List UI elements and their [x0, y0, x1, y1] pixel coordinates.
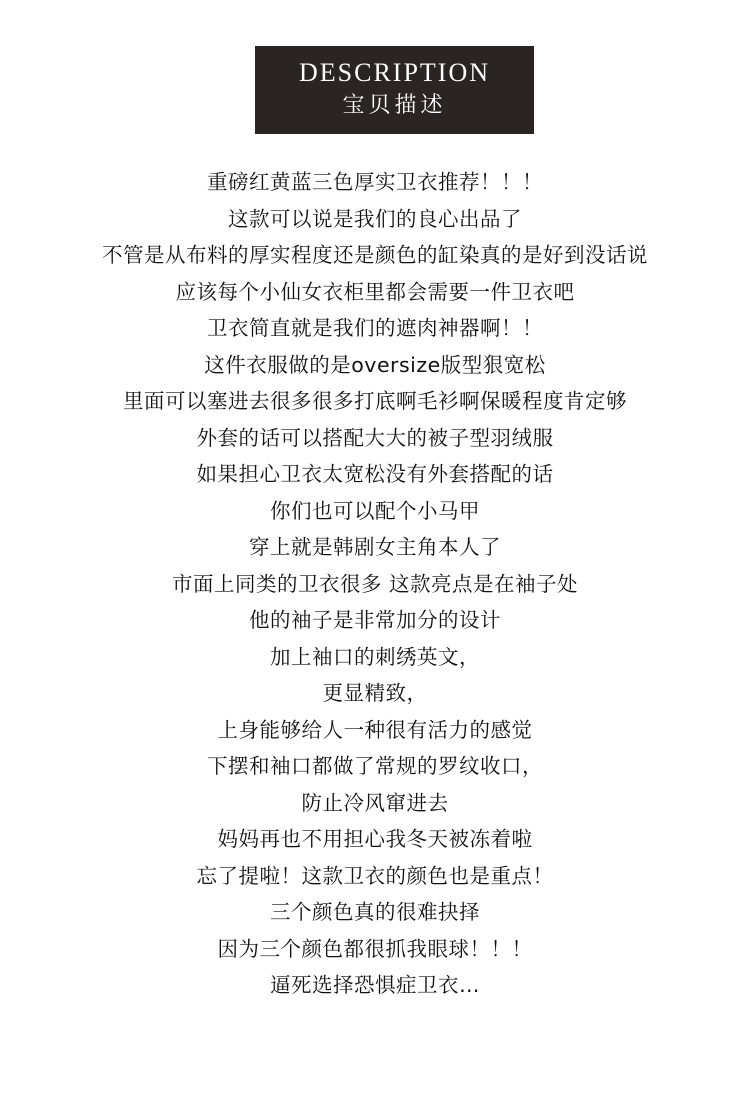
description-line: 这款可以说是我们的良心出品了	[228, 206, 522, 231]
description-line: 如果担心卫衣太宽松没有外套搭配的话	[196, 462, 554, 486]
description-line: 因为三个颜色都很抓我眼球！！！	[217, 936, 533, 961]
description-line: 穿上就是韩剧女主角本人了	[249, 535, 501, 559]
description-line: 上身能够给人一种很有活力的感觉	[217, 717, 533, 742]
description-line: 里面可以塞进去很多很多打底啊毛衫啊保暖程度肯定够	[123, 389, 627, 413]
description-line: 下摆和袖口都做了常规的罗纹收口，	[207, 754, 543, 778]
description-line: 卫衣简直就是我们的遮肉神器啊！！	[207, 316, 543, 340]
header-subtitle: 宝贝描述	[342, 93, 447, 118]
description-line: 更显精致，	[322, 681, 428, 705]
description-line: 外套的话可以搭配大大的被子型羽绒服	[196, 425, 554, 450]
description-line: 妈妈再也不用担心我冬天被冻着啦	[217, 827, 533, 851]
description-line: 忘了提啦！这款卫衣的颜色也是重点！	[196, 863, 554, 888]
description-line: 不管是从布料的厚实程度还是颜色的缸染真的是好到没话说	[102, 243, 648, 267]
description-line: 三个颜色真的很难抉择	[270, 900, 480, 924]
description-line: 应该每个小仙女衣柜里都会需要一件卫衣吧	[175, 279, 575, 304]
description-header	[255, 46, 534, 134]
description-text	[0, 164, 750, 1004]
header-title: DESCRIPTION	[298, 58, 490, 87]
description-line: 防止冷风窜进去	[301, 790, 449, 815]
description-line: 你们也可以配个小马甲	[270, 498, 480, 523]
description-line: 逼死选择恐惧症卫衣…	[270, 973, 480, 997]
description-line: 市面上同类的卫衣很多 这款亮点是在袖子处	[171, 571, 578, 596]
description-line: 重磅红黄蓝三色厚实卫衣推荐！！！	[207, 170, 543, 194]
description-line: 他的袖子是非常加分的设计	[249, 608, 501, 632]
description-line: 加上袖口的刺绣英文，	[270, 644, 480, 669]
description-line: 这件衣服做的是oversize版型狠宽松	[204, 352, 546, 377]
